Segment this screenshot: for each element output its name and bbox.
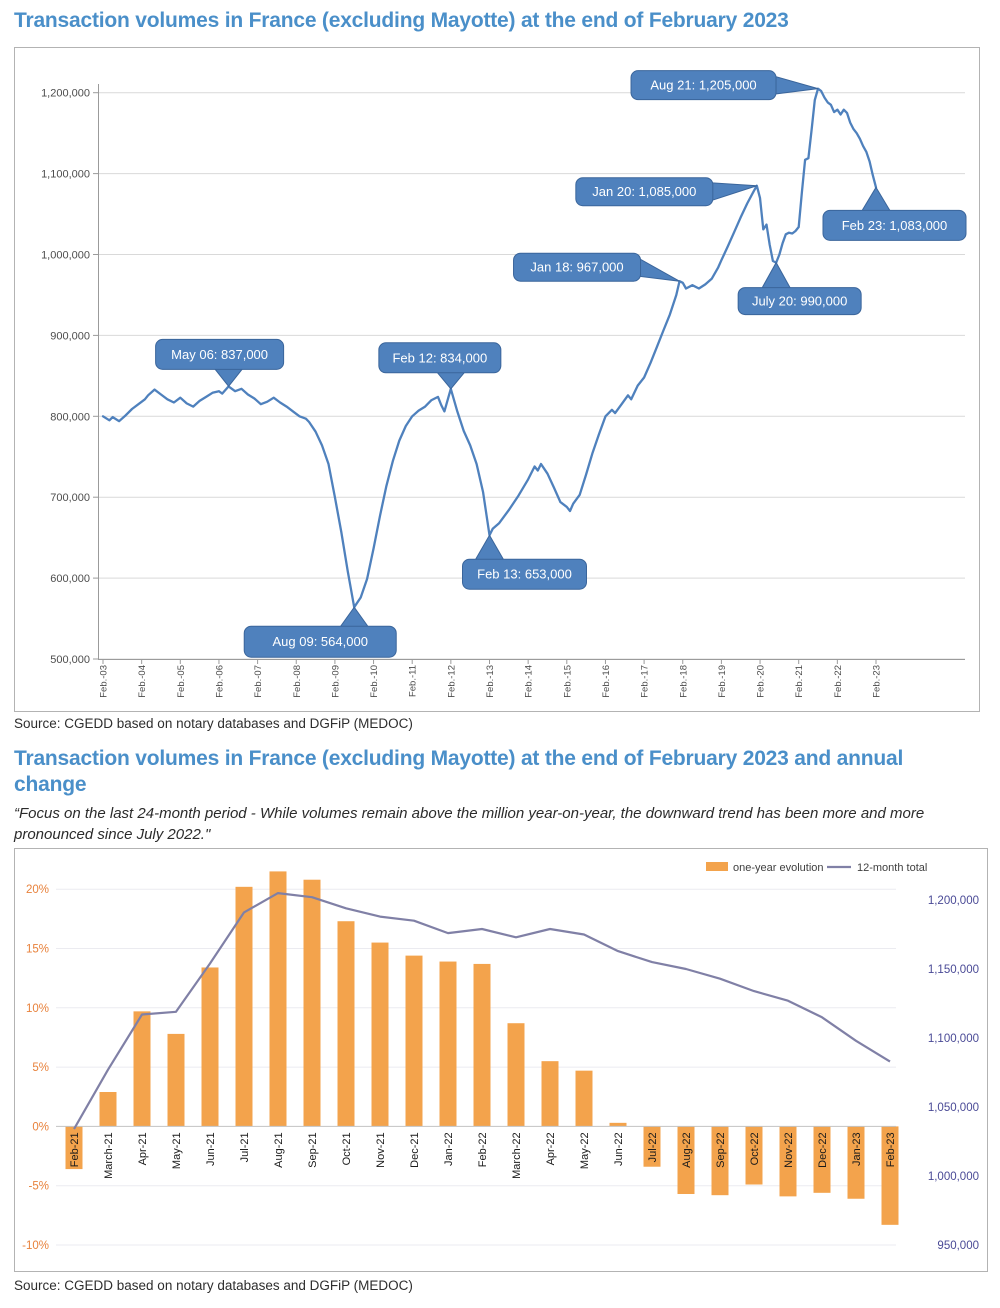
data-callout xyxy=(156,339,284,386)
left-axis-tick-label: -5% xyxy=(28,1180,49,1193)
focus-subtitle: “Focus on the last 24-month period - While volumes remain above the million year-on-year, the downward trend has been more and more pronounced since July 2022." xyxy=(14,805,925,843)
bar-Jun-21 xyxy=(202,967,219,1126)
svg-text:Feb.-09: Feb.-09 xyxy=(330,665,342,698)
svg-text:Jun-22: Jun-22 xyxy=(613,1132,625,1167)
y-axis-tick-label: 1,000,000 xyxy=(41,249,90,262)
svg-text:Feb.-19: Feb.-19 xyxy=(716,665,728,698)
svg-text:Apr-21: Apr-21 xyxy=(137,1132,149,1166)
legend-label-bars: one-year evolution xyxy=(733,862,824,874)
svg-text:Oct-21: Oct-21 xyxy=(341,1132,353,1166)
bar-Feb-22 xyxy=(474,964,491,1126)
source-note-2: Source: CGEDD based on notary databases and DGFiP (MEDOC) xyxy=(14,1278,413,1293)
svg-text:March-21: March-21 xyxy=(103,1132,115,1179)
callout-label: Feb 13: 653,000 xyxy=(477,566,572,582)
svg-text:Feb.-23: Feb.-23 xyxy=(871,665,883,698)
left-axis-tick-label: 15% xyxy=(25,943,49,956)
bar-Apr-22 xyxy=(542,1061,559,1126)
gridlines xyxy=(22,884,896,1252)
svg-text:Sep-22: Sep-22 xyxy=(715,1132,727,1168)
svg-text:Oct-22: Oct-22 xyxy=(749,1132,761,1166)
legend-bar-swatch xyxy=(706,862,728,871)
callout-label: Feb 12: 834,000 xyxy=(392,350,488,366)
data-callout xyxy=(379,343,501,389)
svg-text:Nov-22: Nov-22 xyxy=(783,1132,795,1168)
svg-text:Feb.-16: Feb.-16 xyxy=(600,665,612,698)
left-axis-tick-label: 20% xyxy=(25,884,49,897)
svg-text:Aug-21: Aug-21 xyxy=(273,1132,285,1168)
svg-text:Jan-22: Jan-22 xyxy=(443,1132,455,1167)
y-axis-tick-label: 700,000 xyxy=(50,492,90,505)
right-axis-tick-label: 1,000,000 xyxy=(927,1171,979,1183)
svg-text:Feb.-04: Feb.-04 xyxy=(137,665,149,698)
svg-text:Dec-21: Dec-21 xyxy=(409,1132,421,1168)
data-callout xyxy=(738,263,861,315)
svg-text:Feb.-13: Feb.-13 xyxy=(485,665,496,698)
data-callout xyxy=(823,187,966,240)
svg-text:Feb.-14: Feb.-14 xyxy=(523,665,535,698)
callout-label: Aug 21: 1,205,000 xyxy=(650,77,757,93)
right-axis-tick-label: 1,050,000 xyxy=(927,1102,979,1114)
x-axis-tick-labels xyxy=(99,659,883,698)
legend xyxy=(706,862,927,874)
svg-text:Feb-23: Feb-23 xyxy=(885,1132,897,1168)
data-callout xyxy=(514,253,680,281)
page-title: Transaction volumes in France (excluding Mayotte) at the end of February 2023 xyxy=(14,9,789,32)
svg-text:Sep-21: Sep-21 xyxy=(307,1132,319,1168)
volume-line-chart-canvas xyxy=(15,48,979,711)
svg-text:Apr-22: Apr-22 xyxy=(545,1132,557,1166)
bar-Oct-21 xyxy=(338,921,355,1126)
source-note-1: Source: CGEDD based on notary databases and DGFiP (MEDOC) xyxy=(14,716,413,731)
svg-text:Feb-21: Feb-21 xyxy=(69,1132,81,1168)
category-labels xyxy=(69,1132,897,1178)
y-axis-tick-label: 800,000 xyxy=(50,411,90,424)
svg-text:Feb.-07: Feb.-07 xyxy=(253,665,265,698)
bar-Jan-22 xyxy=(440,962,457,1127)
bar-Apr-21 xyxy=(134,1011,151,1126)
svg-text:Feb.-17: Feb.-17 xyxy=(639,665,651,698)
svg-text:Jul-22: Jul-22 xyxy=(647,1132,659,1163)
right-axis-tick-label: 1,150,000 xyxy=(927,964,979,976)
bar-March-22 xyxy=(508,1023,525,1126)
left-axis-tick-label: 0% xyxy=(32,1121,49,1134)
svg-text:Nov-21: Nov-21 xyxy=(375,1132,387,1168)
bar-March-21 xyxy=(100,1092,117,1126)
bar-Jun-22 xyxy=(610,1123,627,1127)
svg-text:Feb.-22: Feb.-22 xyxy=(832,665,844,698)
right-axis-tick-label: 1,100,000 xyxy=(927,1033,979,1045)
bar-Aug-21 xyxy=(270,871,287,1126)
left-axis-tick-label: 10% xyxy=(25,1002,49,1015)
left-axis-tick-label: 5% xyxy=(32,1062,49,1075)
y-axis-tick-label: 500,000 xyxy=(50,654,90,666)
y-axis-tick-label: 1,100,000 xyxy=(41,168,90,181)
right-axis-tick-label: 1,200,000 xyxy=(927,895,979,907)
left-axis-tick-label: -10% xyxy=(22,1240,49,1252)
svg-text:Feb.-06: Feb.-06 xyxy=(214,665,226,698)
svg-text:Feb.-15: Feb.-15 xyxy=(562,665,574,698)
callout-label: Jan 18: 967,000 xyxy=(530,259,624,275)
annual-change-combo-chart xyxy=(14,848,988,1272)
second-chart-title: Transaction volumes in France (excluding Mayotte) at the end of February 2023 and annual change xyxy=(14,747,904,796)
right-axis-tick-label: 950,000 xyxy=(937,1240,979,1252)
svg-text:March-22: March-22 xyxy=(511,1132,523,1179)
svg-text:Dec-22: Dec-22 xyxy=(817,1132,829,1168)
svg-text:Jan-23: Jan-23 xyxy=(851,1132,863,1167)
svg-text:Aug-22: Aug-22 xyxy=(681,1132,693,1168)
y-axis-tick-label: 600,000 xyxy=(50,573,90,586)
callout-label: May 06: 837,000 xyxy=(171,346,269,362)
svg-text:Feb.-08: Feb.-08 xyxy=(291,665,303,698)
svg-text:Feb.-05: Feb.-05 xyxy=(175,665,187,698)
bar-Sep-21 xyxy=(304,880,321,1127)
svg-text:May-22: May-22 xyxy=(579,1132,591,1170)
svg-text:Jul-21: Jul-21 xyxy=(239,1132,251,1163)
y-axis-tick-label: 1,200,000 xyxy=(41,87,90,100)
callout-label: Aug 09: 564,000 xyxy=(272,634,368,650)
svg-text:Feb.-21: Feb.-21 xyxy=(794,665,806,698)
legend-label-line: 12-month total xyxy=(857,862,928,874)
annual-change-combo-chart-canvas xyxy=(15,849,987,1271)
y-axis-tick-label: 900,000 xyxy=(50,330,90,343)
data-callout xyxy=(576,178,757,206)
callout-label: July 20: 990,000 xyxy=(751,293,848,309)
svg-text:Feb-22: Feb-22 xyxy=(477,1132,489,1168)
svg-text:Feb.-12: Feb.-12 xyxy=(446,665,458,698)
svg-text:Feb.-11: Feb.-11 xyxy=(407,665,419,698)
svg-text:Feb.-18: Feb.-18 xyxy=(678,665,690,698)
svg-text:Jun-21: Jun-21 xyxy=(205,1132,217,1167)
data-callout xyxy=(463,535,587,589)
callout-label: Feb 23: 1,083,000 xyxy=(841,217,948,233)
bar-May-21 xyxy=(168,1034,185,1127)
svg-text:Feb.-10: Feb.-10 xyxy=(369,665,381,698)
svg-text:May-21: May-21 xyxy=(171,1132,183,1170)
callout-label: Jan 20: 1,085,000 xyxy=(592,184,697,200)
volume-line-chart xyxy=(14,47,980,712)
data-callout xyxy=(244,607,396,657)
bar-Nov-21 xyxy=(372,943,389,1127)
bar-May-22 xyxy=(576,1071,593,1127)
svg-text:Feb.-20: Feb.-20 xyxy=(755,665,767,698)
data-callout xyxy=(631,71,818,100)
one-year-evolution-bars xyxy=(66,871,899,1224)
svg-text:Feb.-03: Feb.-03 xyxy=(98,665,110,698)
bar-Dec-21 xyxy=(406,956,423,1127)
